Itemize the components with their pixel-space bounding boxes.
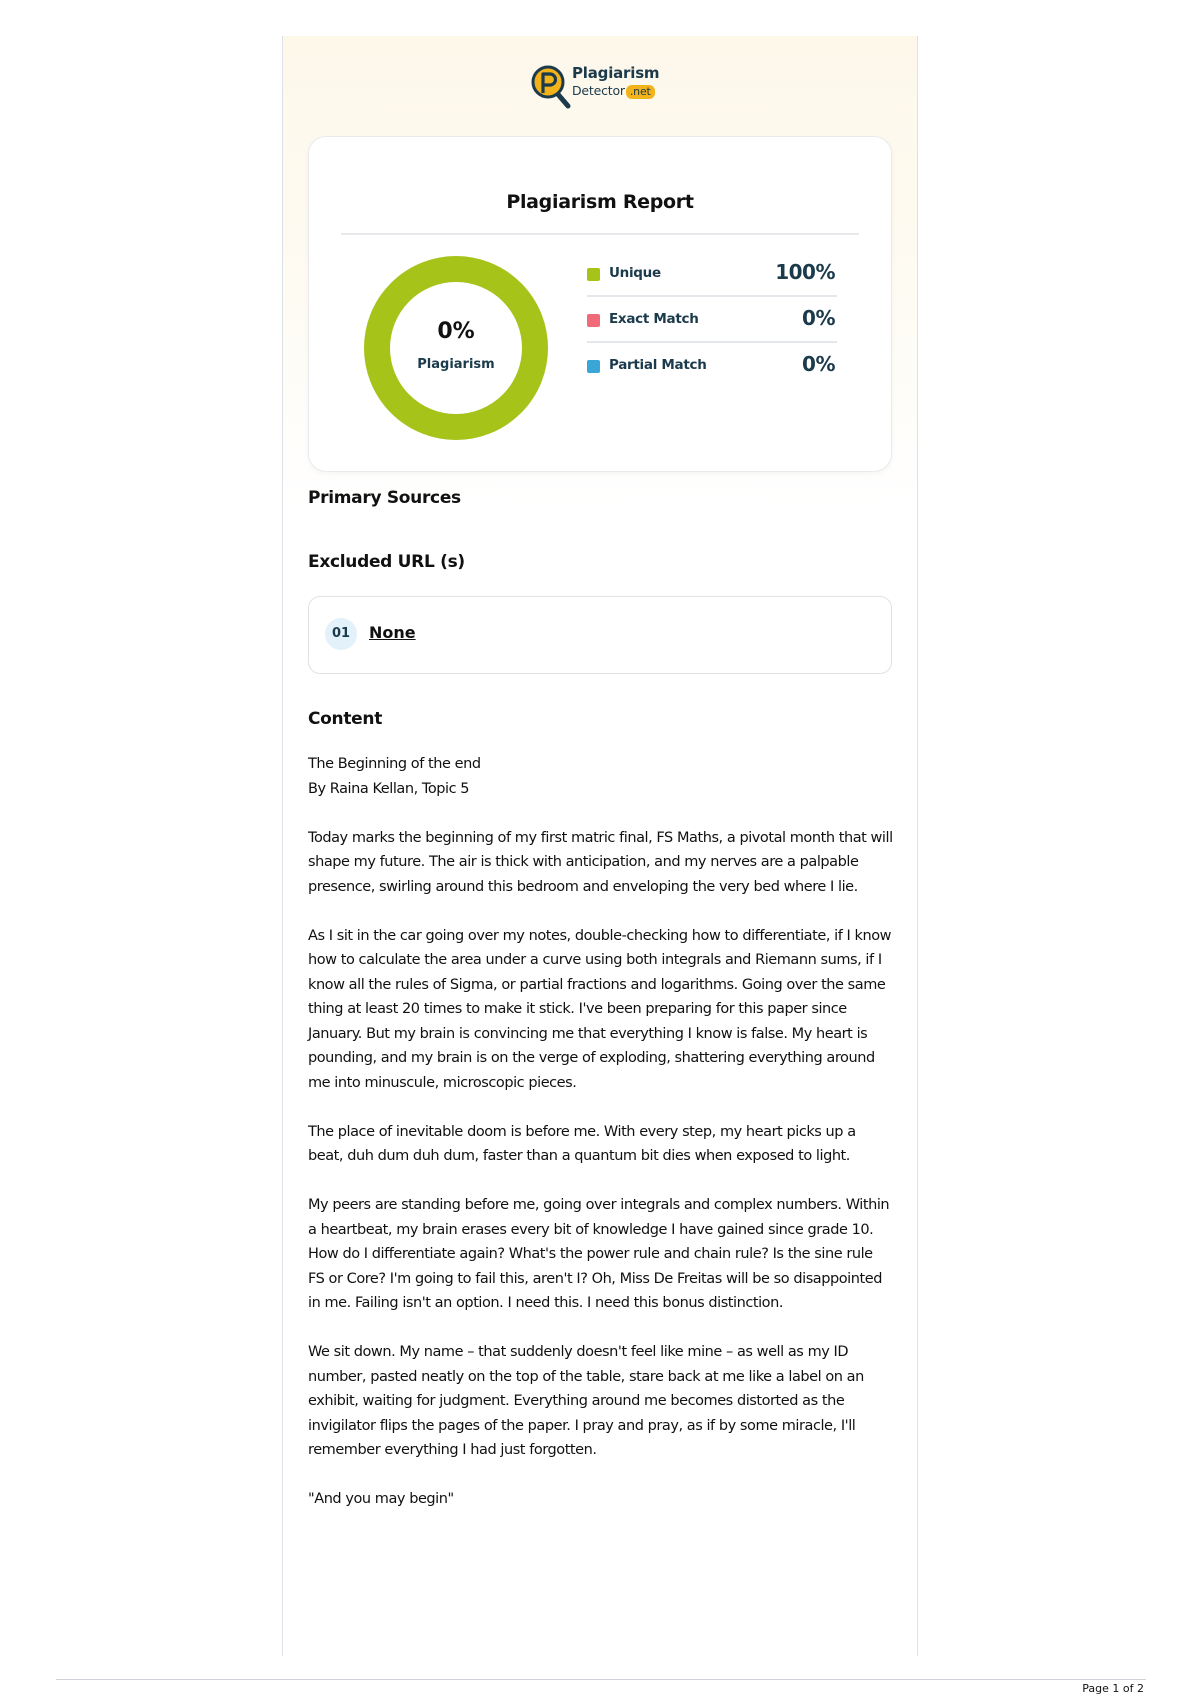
stat-value-partial-match: 0% (802, 352, 835, 376)
plagiarism-detector-logo[interactable] (530, 60, 690, 110)
logo-text-detector: Detector .net (572, 83, 655, 99)
content-paragraph: The place of inevitable doom is before me. With every step, my heart picks up a beat, duh dum duh dum, faster than a quantum bit dies when exposed to light. (308, 1123, 856, 1164)
magnifier-logo-icon (530, 62, 576, 112)
stat-divider (587, 341, 837, 343)
stat-divider (587, 295, 837, 297)
report-divider (341, 233, 859, 235)
content-paragraph: We sit down. My name – that suddenly doesn't feel like mine – as well as my ID number, pasted neatly on the top of the table, stare back at me like a label on an exhibit, waiting for judgment. Everything around me becomes distorted as the invigilator flips the pages of the paper. I pray and pray, as if by some miracle, I'll remember everything I had just forgotten. (308, 1344, 864, 1458)
content-paragraph: My peers are standing before me, going over integrals and complex numbers. Within a heartbeat, my brain erases every bit of knowledge I have gained since grade 10. How do I differentiate again? What's the power rule and chain rule? Is the sine rule FS or Core? I'm going to fail this, aren't I? Oh, Miss De Freitas will be so disappointed in me. Failing isn't an option. I need this. I need this bonus distinction. (308, 1197, 890, 1311)
content-body (308, 752, 893, 1536)
stat-row-unique (587, 255, 837, 293)
stat-value-unique: 100% (775, 260, 835, 284)
logo-text-plagiarism: Plagiarism (572, 64, 660, 82)
partial-match-legend-swatch (587, 360, 600, 373)
donut-ring (377, 269, 535, 427)
content-title-line: The Beginning of the end (308, 756, 481, 772)
content-heading: Content (308, 709, 383, 729)
stat-value-exact-match: 0% (802, 306, 835, 330)
plagiarism-percentage: 0% (437, 319, 475, 344)
unique-legend-swatch (587, 268, 600, 281)
plagiarism-donut-chart (363, 255, 549, 441)
stat-row-exact-match (587, 301, 837, 339)
content-paragraph: "And you may begin" (308, 1491, 454, 1507)
stat-name-exact-match: Exact Match (609, 311, 699, 327)
report-title: Plagiarism Report (506, 191, 694, 213)
excluded-url-index-badge: 01 (325, 618, 357, 650)
excluded-url-item (308, 596, 892, 674)
content-paragraph: As I sit in the car going over my notes, double-checking how to differentiate, if I know how to calculate the area under a curve using both integrals and Riemann sums, if I know all the rules of Sigma, or partial fractions and logarithms. Going over the same thing at least 20 times to make it stick. I've been preparing for this paper since January. But my brain is convincing me that everything I know is false. My heart is pounding, and my brain is on the verge of exploding, shattering everything around me into minuscule, microscopic pieces. (308, 927, 892, 1091)
stat-row-partial-match (587, 347, 837, 385)
primary-sources-heading: Primary Sources (308, 488, 461, 508)
page-number: Page 1 of 2 (1082, 1682, 1144, 1695)
logo-net-badge: .net (626, 85, 655, 99)
excluded-url-link[interactable]: None (369, 623, 416, 642)
footer-divider (56, 1679, 1146, 1680)
plagiarism-report-card (308, 136, 892, 472)
exact-match-legend-swatch (587, 314, 600, 327)
excluded-urls-heading: Excluded URL (s) (308, 552, 465, 572)
stat-name-unique: Unique (609, 265, 661, 281)
content-paragraph: Today marks the beginning of my first matric final, FS Maths, a pivotal month that will shape my future. The air is thick with anticipation, and my nerves are a palpable presence, swirling around this bedroom and enveloping the very bed where I lie. (308, 829, 893, 895)
plagiarism-label: Plagiarism (417, 357, 495, 372)
content-byline: By Raina Kellan, Topic 5 (308, 780, 470, 797)
stat-name-partial-match: Partial Match (609, 357, 707, 373)
